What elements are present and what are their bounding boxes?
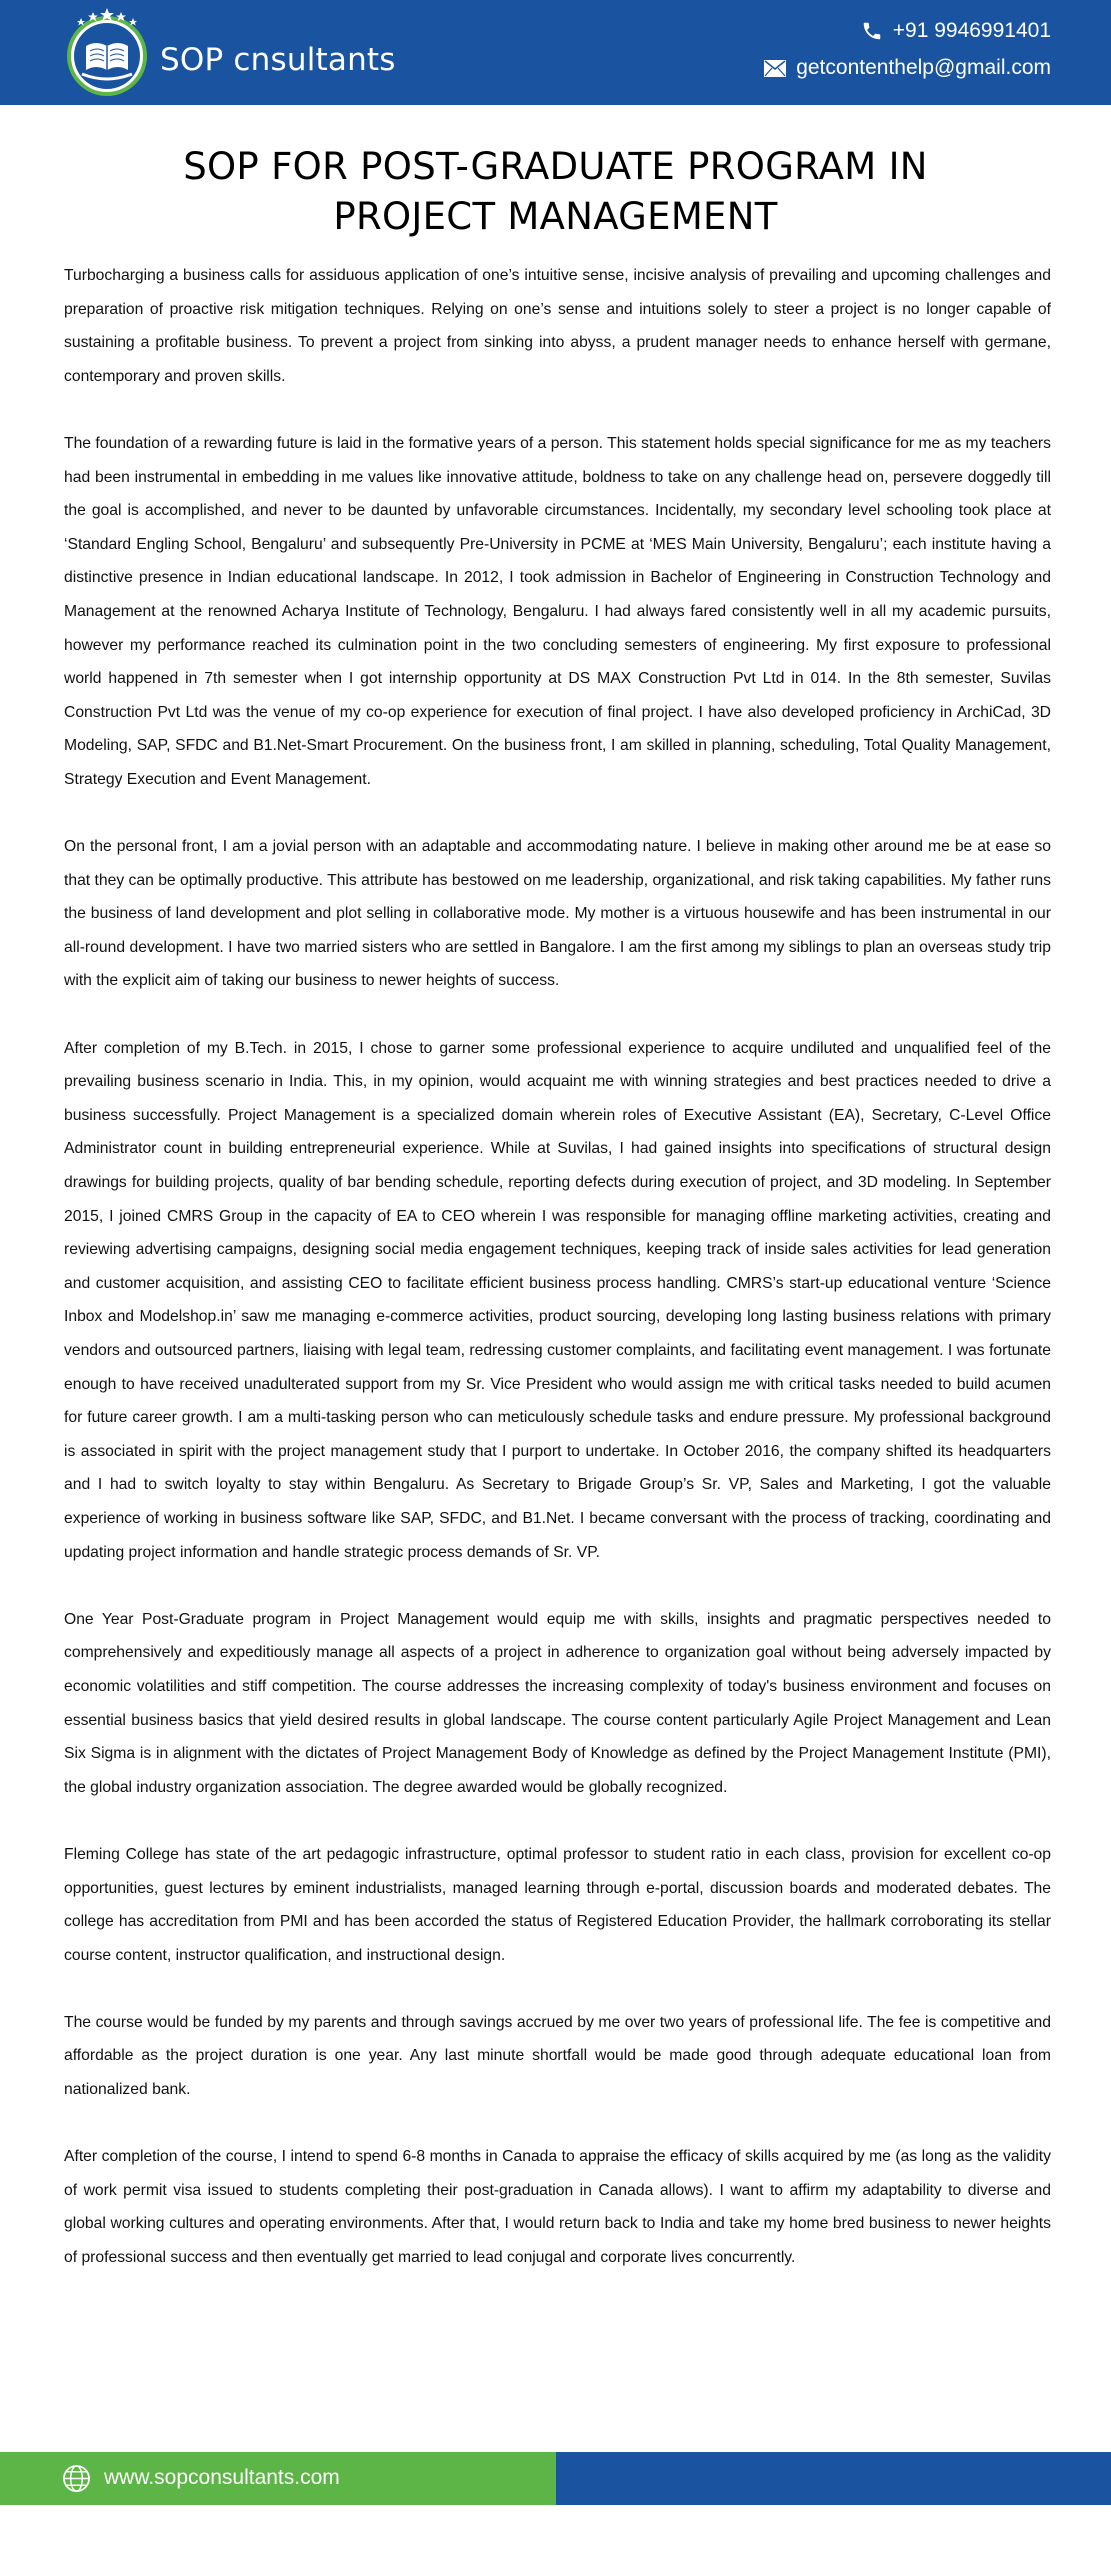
brand-prefix: SOP c <box>160 42 251 78</box>
paragraph-5: One Year Post-Graduate program in Project Management would equip me with skills, insights and pragmatic perspectives needed to comprehensively and expeditiously manage all aspects of a project in adherence to organization goal without being adversely impacted by economic volatilities and stiff competition. The course addresses the increasing complexity of today's business environment and focuses on essential business basics that yield desired results in global landscape. The course content particularly Agile Project Management and Lean Six Sigma is in alignment with the dictates of Project Management Body of Knowledge as defined by the Project Management Institute (PMI), the global industry organization association. The degree awarded would be globally recognized. <box>64 1610 1051 1796</box>
site-header <box>0 0 1111 105</box>
title-line-1: SOP FOR POST-GRADUATE PROGRAM IN <box>183 145 928 188</box>
paragraph-8: After completion of the course, I intend to spend 6-8 months in Canada to appraise the efficacy of skills acquired by me (as long as the validity of work permit visa issued to students completing their post-graduation in Canada allows). I want to affirm my adaptability to diverse and global working cultures and operating environments. After that, I would return back to India and take my home bred business to newer heights of professional success and then eventually get married to lead conjugal and corporate lives concurrently. <box>64 2148 1051 2267</box>
site-footer <box>0 2452 1111 2505</box>
document-body <box>64 259 1051 2308</box>
email-address: getcontenthelp@gmail.com <box>796 56 1051 79</box>
title-line-2: PROJECT MANAGEMENT <box>333 195 778 238</box>
brand-suffix: nsultants <box>250 42 396 78</box>
paragraph-6: Fleming College has state of the art pedagogic infrastructure, optimal professor to student ratio in each class, provision for excellent co-op opportunities, guest lectures by eminent industrialists, managed learning through e-portal, discussion boards and moderated debates. The college has accreditation from PMI and has been accorded the status of Registered Education Provider, the hallmark corroborating its stellar course content, instructor qualification, and instructional design. <box>64 1845 1051 1964</box>
footer-blue-band <box>556 2452 1111 2505</box>
envelope-icon <box>764 60 786 77</box>
book-crown-logo[interactable] <box>64 4 150 98</box>
email-contact[interactable] <box>764 56 1051 80</box>
page-title <box>0 142 1111 242</box>
paragraph-2: The foundation of a rewarding future is laid in the formative years of a person. This statement holds special significance for me as my teachers had been instrumental in embedding in me values like innovative attitude, boldness to take on any challenge head on, persevere doggedly till the goal is accomplished, and never to be daunted by unfavorable circumstances. Incidentally, my secondary level schooling took place at ‘Standard Engling School, Bengaluru’ and subsequently Pre-University in PCME at ‘MES Main University, Bengaluru’; each institute having a distinctive presence in Indian educational landscape. In 2012, I took admission in Bachelor of Engineering in Construction Technology and Management at the renowned Acharya Institute of Technology, Bengaluru. I had always fared consistently well in all my academic pursuits, however my performance reached its culmination point in the two concluding semesters of engineering. My first exposure to professional world happened in 7th semester when I got internship opportunity at DS MAX Construction Pvt Ltd in 014. In the 8th semester, Suvilas Construction Pvt Ltd was the venue of my co-op experience for execution of final project. I have also developed proficiency in ArchiCad, 3D Modeling, SAP, SFDC and B1.Net-Smart Procurement. On the business front, I am skilled in planning, scheduling, Total Quality Management, Strategy Execution and Event Management. <box>64 434 1051 788</box>
brand-name[interactable] <box>160 42 396 78</box>
globe-icon <box>62 2464 91 2498</box>
paragraph-4: After completion of my B.Tech. in 2015, I chose to garner some professional experience to acquire undiluted and unqualified feel of the prevailing business scenario in India. This, in my opinion, would acquaint me with winning strategies and best practices needed to drive a business successfully. Project Management is a specialized domain wherein roles of Executive Assistant (EA), Secretary, C-Level Office Administrator count in building entrepreneurial experience. While at Suvilas, I had gained insights into specifications of structural design drawings for building projects, quality of bar bending schedule, reporting defects during execution of project, and 3D modeling. In September 2015, I joined CMRS Group in the capacity of EA to CEO wherein I was responsible for managing offline marketing activities, creating and reviewing advertising campaigns, designing social media engagement techniques, keeping track of inside sales activities for lead generation and customer acquisition, and assisting CEO to facilitate efficient business process handling. CMRS’s start-up educational venture ‘Science Inbox and Modelshop.in’ saw me managing e-commerce activities, product sourcing, developing long lasting business relations with primary vendors and outsourced partners, liaising with legal team, redressing customer complaints, and facilitating event management. I was fortunate enough to have received unadulterated support from my Sr. Vice President who would assign me with critical tasks needed to build acumen for future career growth. I am a multi-tasking person who can meticulously schedule tasks and endure pressure. My professional background is associated in spirit with the project management study that I purport to undertake. In October 2016, the company shifted its headquarters and I had to switch loyalty to stay within Bengaluru. As Secretary to Brigade Group’s Sr. VP, Sales and Marketing, I got the valuable experience of working in business software like SAP, SFDC, and B1.Net. I became conversant with the process of tracking, coordinating and updating project information and handle strategic process demands of Sr. VP. <box>64 1039 1051 1561</box>
paragraph-1: Turbocharging a business calls for assiduous application of one’s intuitive sense, incisive analysis of prevailing and upcoming challenges and preparation of proactive risk mitigation techniques. Relying on one’s sense and intuitions solely to steer a project is no longer capable of sustaining a profitable business. To prevent a project from sinking into abyss, a prudent manager needs to enhance herself with germane, contemporary and proven skills. <box>64 267 1051 385</box>
phone-number: +91 9946991401 <box>892 19 1051 42</box>
paragraph-7: The course would be funded by my parents and through savings accrued by me over two years of professional life. The fee is competitive and affordable as the project duration is one year. Any last minute shortfall would be made good through adequate educational loan from nationalized bank. <box>64 2013 1051 2099</box>
website-link[interactable]: www.sopconsultants.com <box>104 2466 340 2489</box>
phone-contact[interactable] <box>861 19 1051 43</box>
phone-icon <box>861 20 883 42</box>
paragraph-3: On the personal front, I am a jovial person with an adaptable and accommodating nature. I believe in making other around me be at ease so that they can be optimally productive. This attribute has bestowed on me leadership, organizational, and risk taking capabilities. My father runs the business of land development and plot selling in collaborative mode. My mother is a virtuous housewife and has been instrumental in our all-round development. I have two married sisters who are settled in Bangalore. I am the first among my siblings to plan an overseas study trip with the explicit aim of taking our business to newer heights of success. <box>64 838 1051 990</box>
